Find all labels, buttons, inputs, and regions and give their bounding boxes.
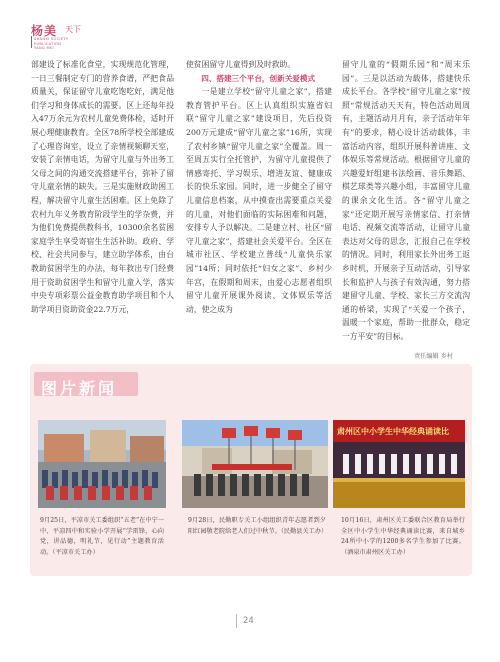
photo-news-title: 图片新闻 bbox=[41, 379, 118, 398]
paragraph: 部建设了标准化食堂，实现规范化管理，一日三餐制定专门的营养食谱，严把食品质量关，保证留守儿童吃饱吃好，满足他们学习和身体成长的需要。区上还每年投入47万余元为农村儿童免费体检，适时开展心理健康教育。全区78所学校全部建成了心理咨询室，设立了亲情视频聊天室，安装了亲情电话，为留守儿童与外出务工父母之间的沟通交流搭建平台，弥补了留守儿童亲情的缺失。三是实施财政助困工程，解决留守儿童生活困难。区上免除了农村九年义务教育阶段学生的学杂费，并为他们免费提供教科书，10300余名贫困家庭学生享受寄宿生生活补助。政府、学校、社会共同参与，建立助学体系，由台教助贫困学生的办法，每年救出专门经费用于资助贫困学生和留守儿童入学，落实中央专项彩票公益金教育助学项目和个人助学项目资助资金22.7万元， bbox=[31, 60, 174, 314]
page-number-divider bbox=[236, 614, 237, 628]
masthead-subtitle: SHANXI SOCIETY PUBLICATION YANG MEI bbox=[34, 37, 69, 51]
text-column-2 bbox=[186, 58, 332, 316]
photo-caption-1: 9月25日，平凉市关工委组织“五老”在中宁一中、平凉四中和实验小学开展“学雷锋，心向党，讲品德，明礼节，见行动”主题教育活动。（平凉市关工办） bbox=[40, 517, 164, 557]
text-column-3 bbox=[342, 58, 470, 343]
text-column-1 bbox=[31, 58, 174, 316]
paragraph: 使贫困留守儿童得到及时救助。 bbox=[186, 60, 296, 69]
section-heading: 四、搭建三个平台，创新关爱模式 bbox=[201, 73, 316, 83]
photo-caption-2: 9月28日，民勤职专关工小组组织青年志愿者到夕阳红园敬老院给老人们过中秋节。（民勤县关工办） bbox=[188, 517, 328, 535]
paragraph: 一是建立学校“留守儿童之家”，搭建教育管护平台。区上认真组织实施省妇联“留守儿童之家”建设项目，先后投资200万元建成“留守儿童之家”16所，实现了农村乡镇“留守儿童之家”全覆盖。周一至周五实行全托管护，为留守儿童提供了情感寄托、学习娱乐、增进友谊、健康成长的快乐家园。同时，进一步健全了留守儿童信息档案，从中摸查出需要重点关爱的儿童，对他们面临的实际困难和问题，安排专人予以解决。二是建立村、社区“留守儿童之家”，搭建社会关爱平台。全区在城市社区、学校建立普线“儿童快乐家园”14所；同时依托“妇女之家”、乡村少年宫，在假期和周末，由爱心志愿者组织留守儿童开展课外阅读、文体娱乐等活动，使之成为 bbox=[186, 87, 332, 314]
photo-news-panel bbox=[30, 364, 472, 576]
contest-banner-text: 肃州区中小学生中华经典诵读比 bbox=[337, 427, 449, 436]
paragraph: 留守儿童的“假期乐园”和“周末乐园”。三是以活动为载体，搭建快乐成长平台。各学校“留守儿童之家”按照“常规活动天天有，特色活动周周有，主题活动月月有，亲子活动年年有”的要求，精心设计活动载体，丰富活动内容，组织开展科普讲座、文体娱乐等常规活动。根据留守儿童的兴趣爱好组建书法绘画、音乐舞蹈、棋艺球类等兴趣小组，丰富留守儿童的课余文化生活。各“留守儿童之家”还定期开展写亲情家信、打亲情电话、视频交流等活动，让留守儿童表达对父母的思念，汇报自己在学校的情况。同时，利用家长外出务工返乡时机，开展亲子互动活动，引导家长和监护人与孩子有效沟通，努力搭建留守儿童、学校、家长三方交流沟通的桥梁，实现了“关爱一个孩子，温暖一个家庭，帮助一批群众，稳定一方平安”的目标。 bbox=[342, 60, 470, 341]
masthead-logo bbox=[31, 22, 141, 52]
responsible-editor: 责任编辑 乡村 bbox=[414, 353, 454, 360]
masthead-title: 杨美 bbox=[31, 24, 58, 38]
news-photo-volunteers bbox=[182, 420, 328, 508]
photo-caption-3: 10月16日，肃州区关工委联合区教育局举行全区中小学生中华经典诵读比赛，来自城乡24所中小学的1200多名学生参加了比赛。（酒泉市肃州区关工办） bbox=[341, 517, 465, 557]
news-photo-students bbox=[38, 420, 166, 508]
page-number: 24 bbox=[243, 616, 254, 626]
masthead-side: 天下 bbox=[65, 25, 81, 34]
news-photo-recitation-contest bbox=[333, 420, 465, 508]
